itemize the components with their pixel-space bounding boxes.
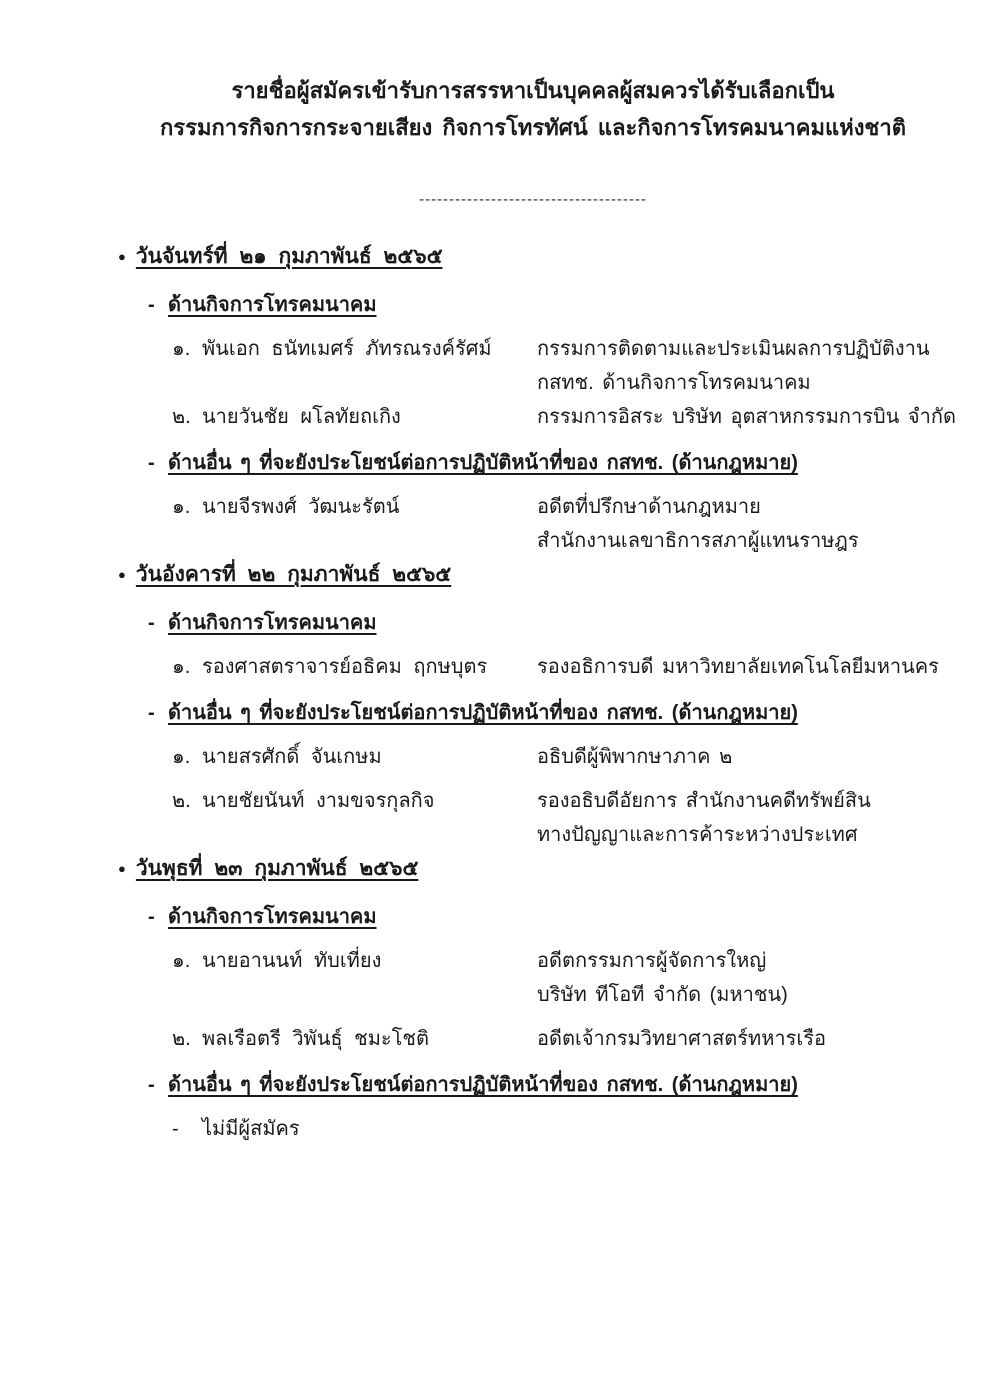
dash-marker: - <box>148 702 155 724</box>
candidate-name: รองศาสตราจารย์อธิคม ฤกษบุตร <box>202 656 488 678</box>
entry-number: ๑. <box>172 656 191 678</box>
dash-marker: - <box>148 612 155 634</box>
candidate-list <box>84 740 982 852</box>
dash-marker: - <box>172 1118 179 1140</box>
day-section-tuesday <box>84 558 982 852</box>
candidate-position <box>537 740 982 774</box>
position-line: สำนักงานเลขาธิการสภาผู้แทนราษฎร <box>537 530 859 552</box>
day-date-line <box>84 852 982 888</box>
group-heading-text: ด้านกิจการโทรคมนาคม <box>168 294 377 316</box>
candidate-name: นายสรศักดิ์ จันเกษม <box>202 746 382 768</box>
group-heading-text: ด้านอื่น ๆ ที่จะยังประโยชน์ต่อการปฏิบัติหน้าที่ของ กสทช. (ด้านกฎหมาย) <box>168 702 798 724</box>
group-telecom <box>84 606 982 684</box>
candidate-position <box>537 650 982 684</box>
candidate-name: นายชัยนันท์ งามขจรกุลกิจ <box>202 790 435 812</box>
position-line: อดีตที่ปรึกษาด้านกฎหมาย <box>537 496 761 518</box>
bullet-dot-icon: ● <box>118 249 126 264</box>
candidate-position <box>537 400 982 434</box>
position-line: บริษัท ทีโอที จำกัด (มหาชน) <box>537 984 788 1006</box>
entry-number: ๑. <box>172 338 191 360</box>
entry-number: ๑. <box>172 496 191 518</box>
candidate-name: พันเอก ธนัทเมศร์ ภัทรณรงค์รัศม์ <box>202 338 492 360</box>
position-line: รองอธิบดีอัยการ สำนักงานคดีทรัพย์สิน <box>537 790 871 812</box>
candidate-position <box>537 332 982 400</box>
day-date-text: วันอังคารที่ ๒๒ กุมภาพันธ์ ๒๕๖๕ <box>135 563 452 586</box>
dash-marker: - <box>148 294 155 316</box>
no-applicants-row <box>84 1112 982 1146</box>
candidate-list <box>84 332 982 434</box>
group-heading-text: ด้านอื่น ๆ ที่จะยังประโยชน์ต่อการปฏิบัติหน้าที่ของ กสทช. (ด้านกฎหมาย) <box>168 1074 798 1096</box>
position-line: อดีตเจ้ากรมวิทยาศาสตร์ทหารเรือ <box>537 1028 826 1050</box>
group-other-legal <box>84 696 982 852</box>
group-heading-text: ด้านอื่น ๆ ที่จะยังประโยชน์ต่อการปฏิบัติหน้าที่ของ กสทช. (ด้านกฎหมาย) <box>168 452 798 474</box>
entry-number: ๒. <box>172 406 191 428</box>
position-line: กรรมการติดตามและประเมินผลการปฏิบัติงาน <box>537 338 930 360</box>
group-heading-line <box>84 900 982 934</box>
candidate-entry <box>84 784 982 852</box>
document-title-line-1: รายชื่อผู้สมัครเข้ารับการสรรหาเป็นบุคคลผู้สมควรได้รับเลือกเป็น <box>231 78 835 103</box>
entry-number: ๑. <box>172 950 191 972</box>
group-telecom <box>84 900 982 1056</box>
group-heading-line <box>84 696 982 730</box>
candidate-list <box>84 944 982 1056</box>
candidate-name: นายวันชัย ผโลทัยถเกิง <box>202 406 401 428</box>
dash-marker: - <box>148 1074 155 1096</box>
candidate-position <box>537 1022 982 1056</box>
group-other-legal <box>84 1068 982 1146</box>
group-heading-text: ด้านกิจการโทรคมนาคม <box>168 612 377 634</box>
candidate-list <box>84 650 982 684</box>
candidate-position <box>537 784 982 852</box>
group-heading-line <box>84 288 982 322</box>
group-telecom <box>84 288 982 434</box>
day-section-monday <box>84 240 982 558</box>
day-date-text: วันจันทร์ที่ ๒๑ กุมภาพันธ์ ๒๕๖๕ <box>135 245 443 268</box>
candidate-list <box>84 490 982 558</box>
candidate-name: พลเรือตรี วิพันธุ์ ชมะโชติ <box>202 1028 429 1050</box>
day-section-wednesday <box>84 852 982 1146</box>
day-date-line <box>84 558 982 594</box>
position-line: กสทช. ด้านกิจการโทรคมนาคม <box>537 372 811 394</box>
candidate-entry <box>84 1022 982 1056</box>
group-heading-line <box>84 446 982 480</box>
candidate-list <box>84 1112 982 1146</box>
dash-marker: - <box>148 906 155 928</box>
separator-line: -------------------------------------- <box>419 191 647 208</box>
position-line: กรรมการอิสระ บริษัท อุตสาหกรรมการบิน จำกัด <box>537 406 956 428</box>
entry-number: ๑. <box>172 746 191 768</box>
position-line: รองอธิการบดี มหาวิทยาลัยเทคโนโลยีมหานคร <box>537 656 939 678</box>
dash-marker: - <box>148 452 155 474</box>
candidate-entry <box>84 332 982 400</box>
candidate-name: นายอานนท์ ทับเที่ยง <box>202 950 382 972</box>
position-line: อธิบดีผู้พิพากษาภาค ๒ <box>537 746 733 768</box>
candidate-entry <box>84 400 982 434</box>
group-heading-line <box>84 1068 982 1102</box>
document-title-line-2: กรรมการกิจการกระจายเสียง กิจการโทรทัศน์ และกิจการโทรคมนาคมแห่งชาติ <box>159 115 907 140</box>
group-heading-text: ด้านกิจการโทรคมนาคม <box>168 906 377 928</box>
candidate-name: นายจีรพงศ์ วัฒนะรัตน์ <box>202 496 400 518</box>
day-date-text: วันพุธที่ ๒๓ กุมภาพันธ์ ๒๕๖๕ <box>135 857 419 880</box>
day-date-line <box>84 240 982 276</box>
entry-number: ๒. <box>172 790 191 812</box>
no-applicants-text: ไม่มีผู้สมัคร <box>202 1118 300 1140</box>
candidate-entry <box>84 650 982 684</box>
entry-number: ๒. <box>172 1028 191 1050</box>
group-heading-line <box>84 606 982 640</box>
group-other-legal <box>84 446 982 558</box>
bullet-dot-icon: ● <box>118 567 126 582</box>
position-line: อดีตกรรมการผู้จัดการใหญ่ <box>537 950 767 972</box>
candidate-position <box>537 944 982 1012</box>
candidate-entry <box>84 490 982 558</box>
candidate-entry <box>84 944 982 1012</box>
schedule-list <box>84 240 982 1146</box>
candidate-position <box>537 490 982 558</box>
bullet-dot-icon: ● <box>118 861 126 876</box>
position-line: ทางปัญญาและการค้าระหว่างประเทศ <box>537 824 858 846</box>
candidate-entry <box>84 740 982 774</box>
